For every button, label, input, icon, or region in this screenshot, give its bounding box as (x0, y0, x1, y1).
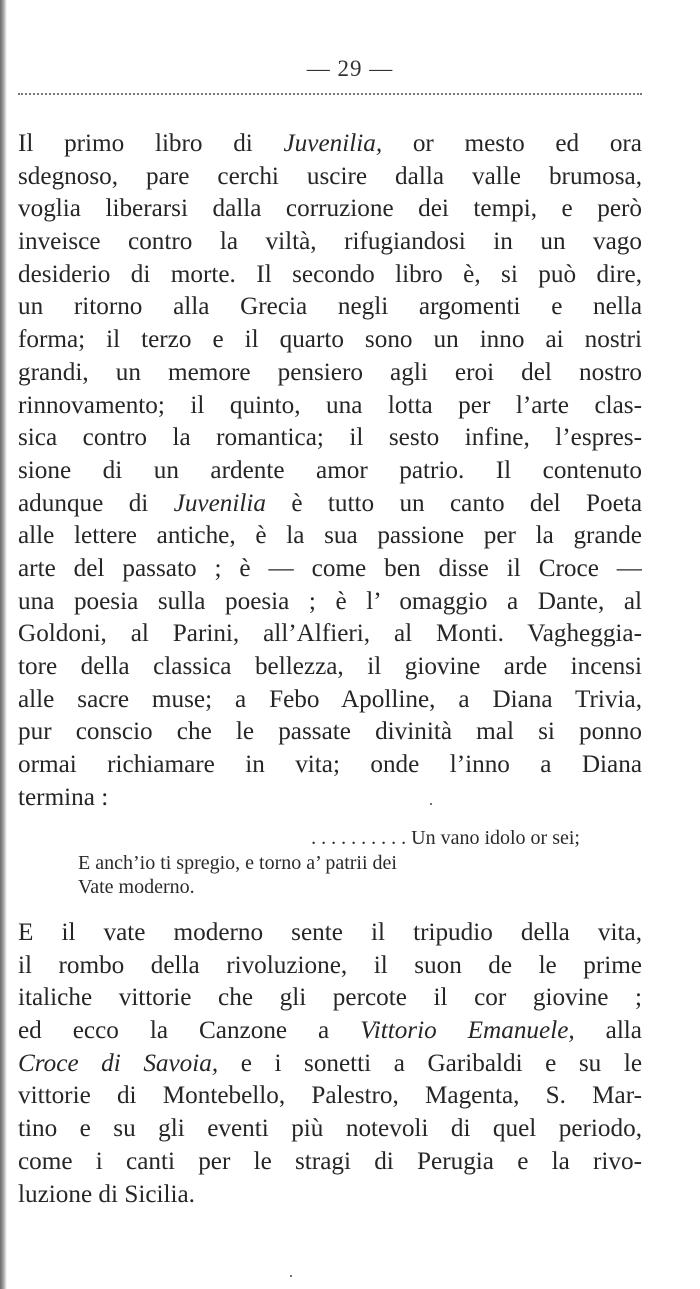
text-line (18, 1113, 642, 1146)
text-run: è tutto un canto del Poeta (265, 489, 642, 517)
text-line (18, 357, 642, 390)
text-run: tore della classica bellezza, il giovine arde incensi (18, 653, 642, 680)
text-line (18, 128, 642, 161)
text-line (18, 716, 642, 749)
text-line (18, 324, 642, 357)
text-run: voglia liberarsi dalla corruzione dei tempi, e però (18, 195, 642, 223)
italic-title: Vittorio Emanuele, (360, 1017, 575, 1045)
verse-line: . . . . . . . . . . Un vano idolo or sei; (311, 827, 580, 849)
text-run: desiderio di morte. Il secondo libro è, si può dire, (18, 260, 642, 288)
italic-title: Juvenilia, (283, 130, 383, 157)
paper-speck (290, 1275, 292, 1277)
text-line (18, 917, 642, 950)
text-line (18, 950, 642, 983)
text-line (18, 982, 642, 1015)
text-run: ed ecco la Canzone a (18, 1017, 361, 1045)
text-run: termina : (18, 783, 109, 811)
text-line (18, 259, 642, 292)
text-run: e i sonetti a Garibaldi e su le (218, 1049, 642, 1077)
text-run: arte del passato ; è — come ben disse il Croce — (18, 554, 642, 582)
text-run: adunque di (18, 489, 174, 517)
text-run: come i canti per le stragi di Perugia e la rivo- (18, 1147, 642, 1175)
page-left-edge (0, 0, 7, 1289)
text-run: tino e su gli eventi più notevoli di quel periodo, (18, 1115, 642, 1143)
italic-title: Juvenilia (173, 489, 266, 517)
text-line (18, 390, 642, 423)
text-line (18, 1048, 642, 1081)
text-line (18, 520, 642, 553)
text-run: alle lettere antiche, è la sua passione per la grande (18, 522, 642, 550)
text-line (18, 488, 642, 521)
text-line (18, 455, 642, 488)
text-run: alla (574, 1017, 642, 1045)
verse-quote (78, 826, 598, 900)
paragraph-vate-moderno (18, 917, 642, 1211)
text-line (18, 161, 642, 194)
text-line (18, 422, 642, 455)
paper-speck (430, 803, 432, 805)
text-line (18, 651, 642, 684)
header-dotted-rule (18, 93, 642, 95)
text-run: sione di un ardente amor patrio. Il contenuto (18, 456, 642, 484)
text-run: ormai richiamare in vita; onde l’inno a Diana (18, 751, 642, 779)
text-line (18, 1080, 642, 1113)
text-run: sdegnoso, pare cerchi uscire dalla valle brumosa, (18, 162, 642, 190)
italic-title: Croce di Savoia, (18, 1049, 219, 1077)
verse-line: Vate moderno. (78, 876, 195, 898)
verse-line: E anch’io ti spregio, e torno a’ patrii dei (78, 851, 397, 874)
text-line (18, 1146, 642, 1179)
text-line (18, 618, 642, 651)
text-line (18, 1015, 642, 1048)
text-run: Goldoni, al Parini, all’Alfieri, al Monti. Vagheggia- (18, 620, 642, 648)
text-run: luzione di Sicilia. (18, 1180, 195, 1208)
page-number: — 29 — (306, 56, 394, 81)
text-run: un ritorno alla Grecia negli argomenti e nella (18, 293, 642, 321)
text-line (18, 684, 642, 717)
text-line (18, 226, 642, 259)
text-line (18, 1179, 642, 1212)
text-run: alle sacre muse; a Febo Apolline, a Diana Trivia, (18, 685, 642, 713)
text-run: una poesia sulla poesia ; è l’ omaggio a Dante, al (18, 587, 642, 615)
text-run: vittorie di Montebello, Palestro, Magenta, S. Mar- (18, 1082, 642, 1110)
paragraph-juvenilia (18, 128, 642, 814)
text-line (18, 553, 642, 586)
text-run: grandi, un memore pensiero agli eroi del nostro (18, 358, 642, 386)
text-run: il rombo della rivoluzione, il suon de le prime (18, 951, 642, 979)
text-run: italiche vittorie che gli percote il cor giovine ; (18, 984, 642, 1012)
text-run: inveisce contro la viltà, rifugiandosi in un vago (18, 228, 642, 256)
text-line (18, 749, 642, 782)
text-run: sica contro la romantica; il sesto infine, l’espres- (18, 424, 642, 452)
text-run: E il vate moderno sente il tripudio della vita, (18, 919, 642, 946)
text-line (18, 193, 642, 226)
text-run: forma; il terzo e il quarto sono un inno ai nostri (18, 326, 642, 354)
text-line (18, 291, 642, 324)
text-run: or mesto ed ora (382, 130, 642, 157)
text-line (18, 782, 642, 815)
text-line (18, 586, 642, 619)
text-run: Il primo libro di (18, 130, 284, 157)
text-run: pur conscio che le passate divinità mal si ponno (18, 718, 642, 746)
text-run: rinnovamento; il quinto, una lotta per l’arte clas- (18, 391, 642, 419)
